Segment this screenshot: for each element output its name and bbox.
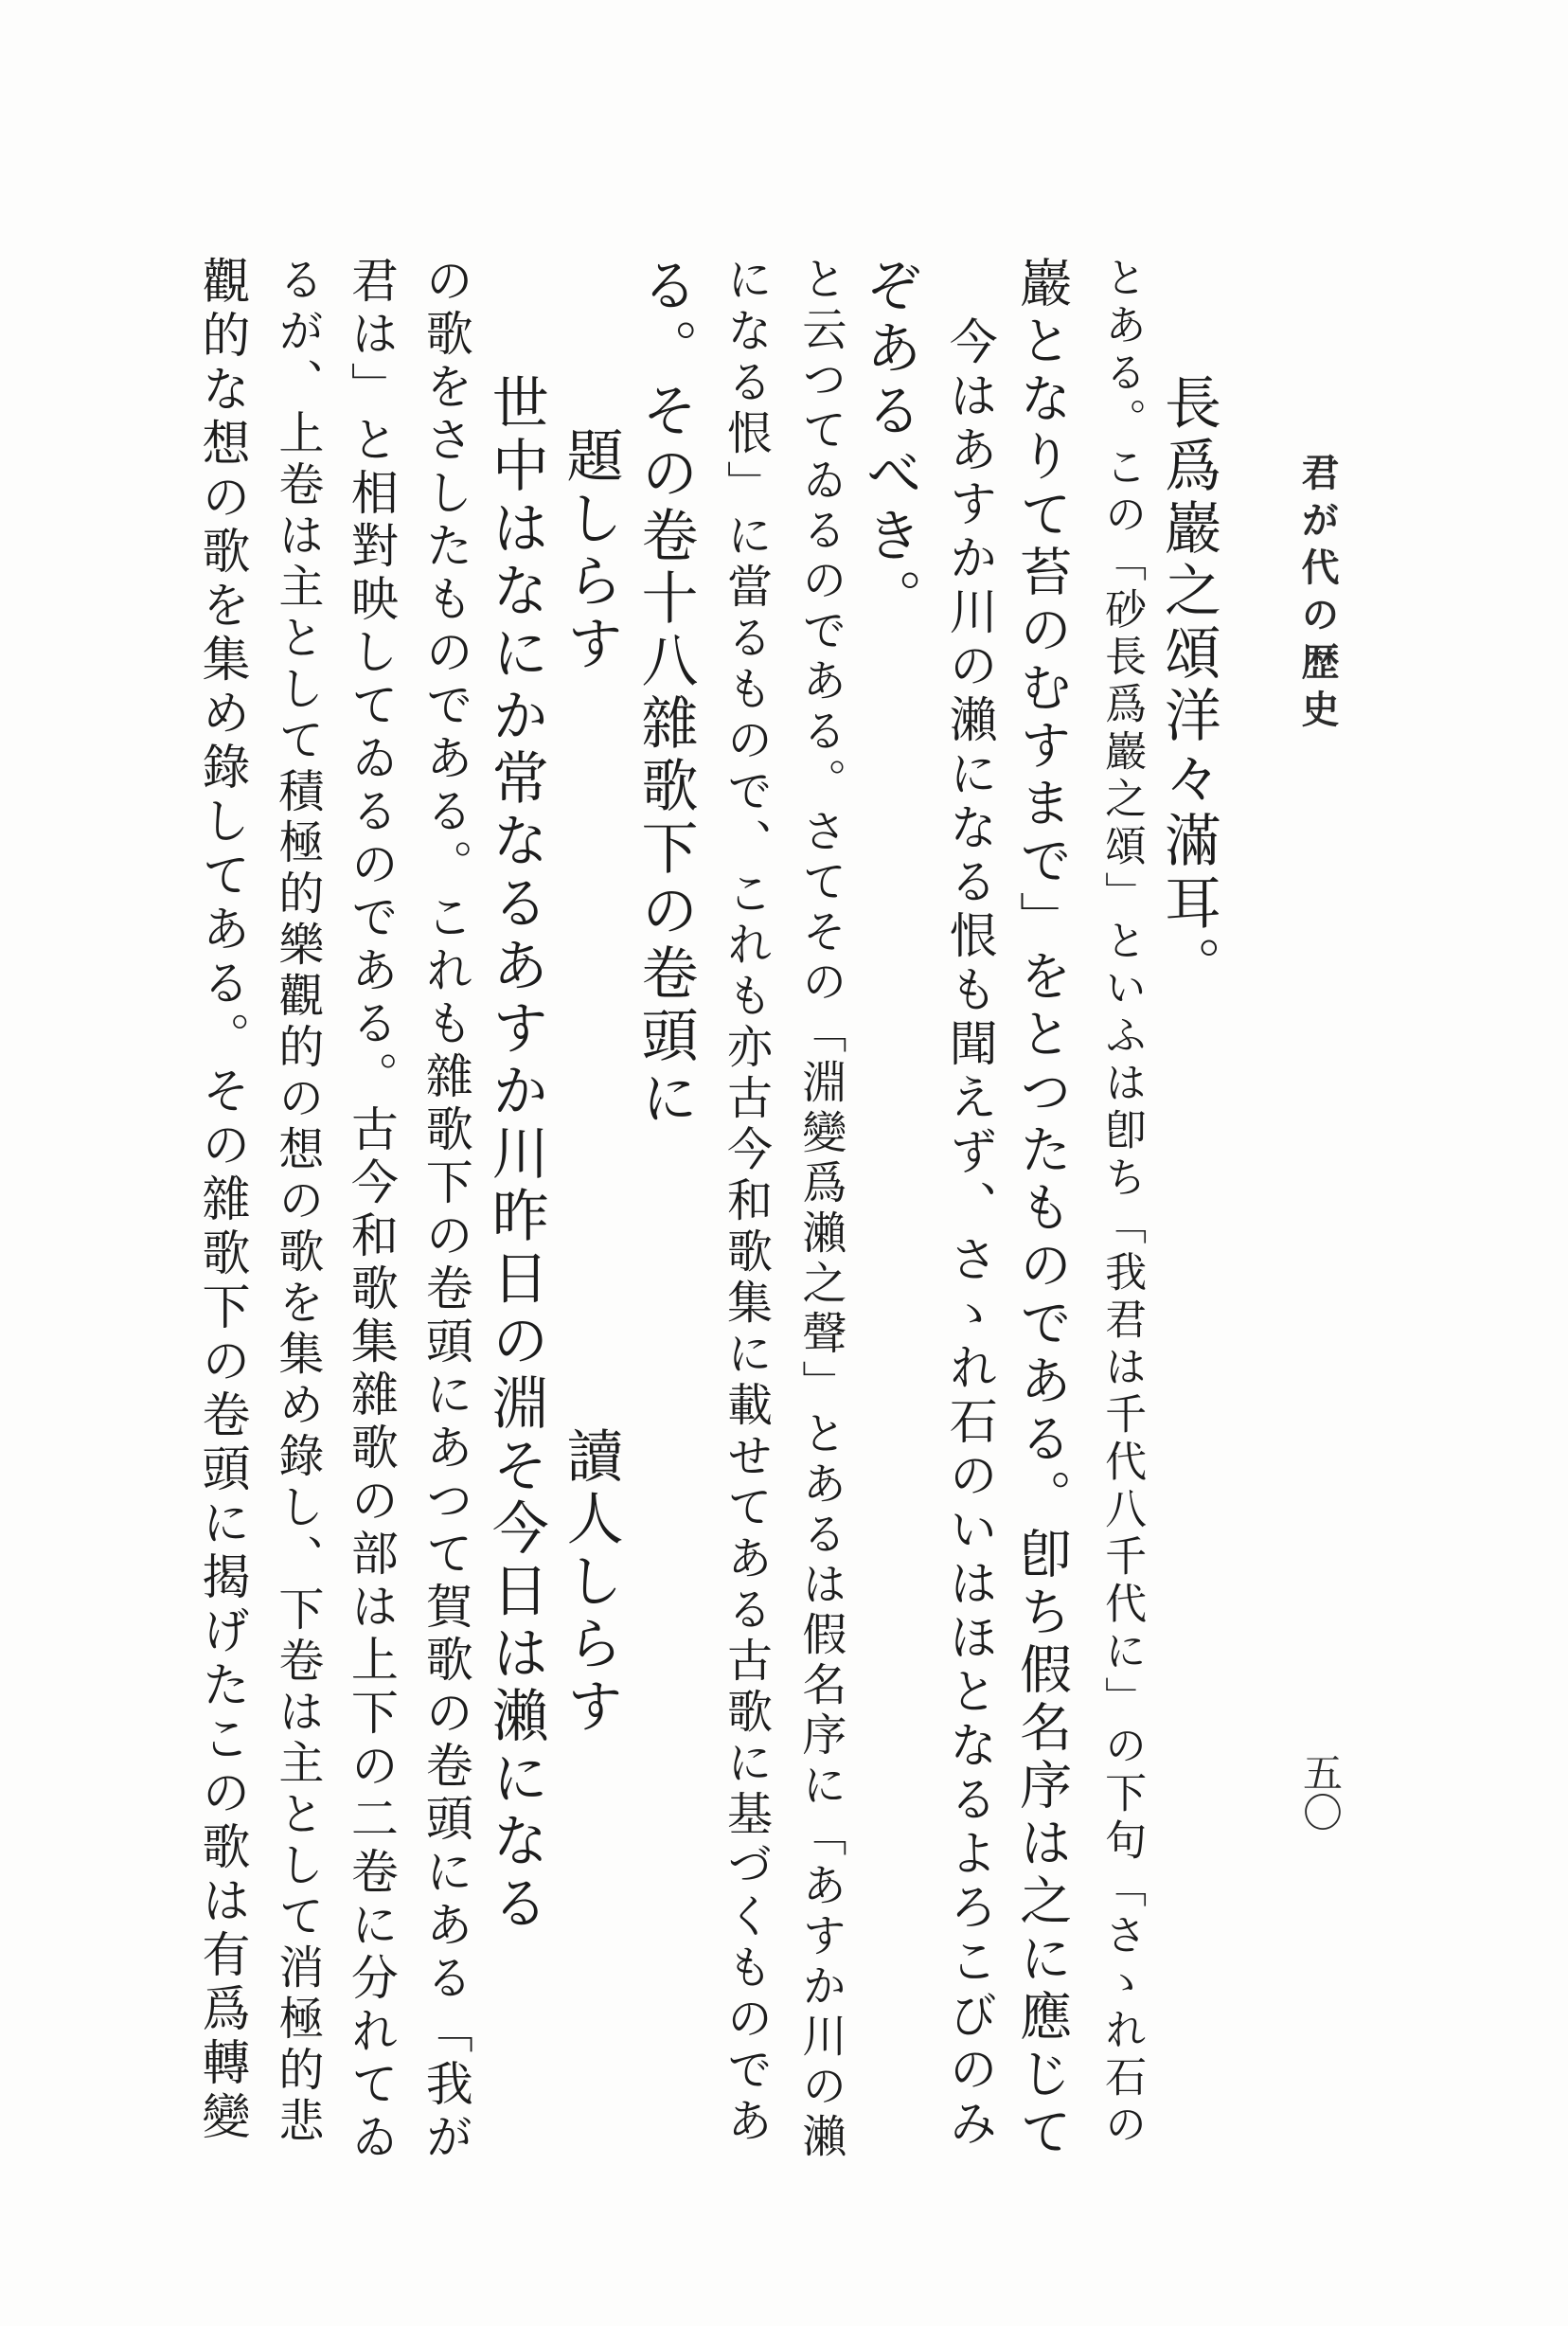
text-line: 長爲巖之頌洋々滿耳。 — [1154, 373, 1221, 998]
text-line: になる恨」に當るもので、これも亦古今和歌集に載せてある古歌に基づくものであ — [719, 256, 773, 2148]
page-number: 五〇 — [1297, 1752, 1344, 1832]
text-line: 觀的な想の歌を集め錄してある。その雜歌下の卷頭に揭げたこの歌は有爲轉變 — [193, 256, 249, 2145]
text-line: ぞあるべき。 — [856, 256, 923, 631]
text-line: 題しらす 讀人しらす — [557, 426, 624, 1739]
body-text — [185, 256, 1221, 2169]
text-line: 今はあすか川の瀨になる恨も聞えず、さゝれ石のいはほとなるよろこびのみ — [940, 316, 997, 2152]
text-line: 君は」と相對映してゐるのである。古今和歌集雜歌の部は上下の二卷に分れてゐ — [343, 256, 399, 2165]
text-line: と云つてゐるのである。さてその「淵變爲瀨之聲」とあるは假名序に「あすか川の瀨 — [794, 256, 847, 2163]
text-line: 世中はなにか常なるあすか川昨日の淵そ今日は瀨になる — [482, 373, 549, 1936]
text-line: とある。この「砂長爲巖之頌」といふは卽ち「我君は千代八千代に」の下句「さゝれ石の — [1097, 256, 1147, 2150]
text-line: るが、上卷は主として積極的樂觀的の想の歌を集め錄し、下卷は主として消極的悲 — [270, 256, 324, 2148]
text-line: る。その卷十八雜歌下の卷頭に — [632, 256, 699, 1131]
running-title: 君が代の歴史 — [1295, 453, 1340, 737]
text-line: 巖となりて苔のむすまで」をとつたものである。卽ち假名序は之に應じて — [1011, 256, 1073, 2162]
text-line: の歌をさしたものである。これも雜歌下の卷頭にあつて賀歌の卷頭にある「我が — [418, 256, 473, 2165]
